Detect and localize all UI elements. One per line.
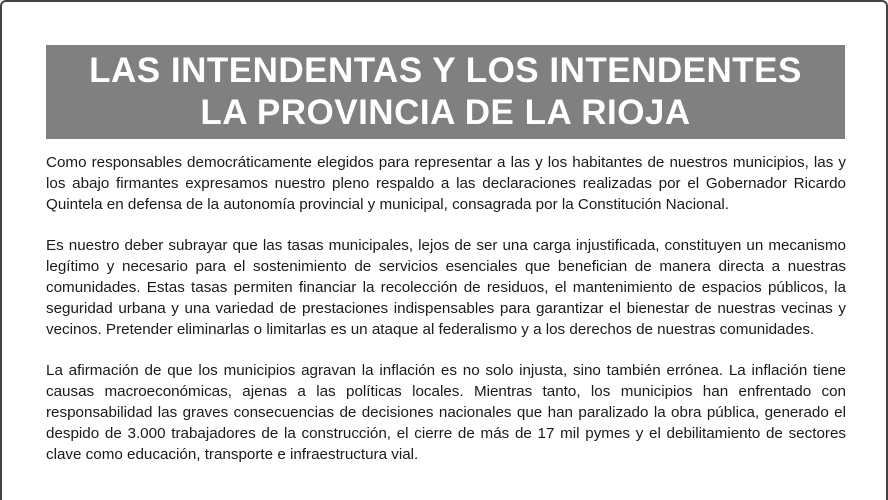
title-line-2: LA PROVINCIA DE LA RIOJA <box>200 93 691 132</box>
body-text <box>46 152 846 485</box>
paragraph-3: La afirmación de que los municipios agravan la inflación es no solo injusta, sino también errónea. La inflación tiene causas macroeconómicas, ajenas a las políticas locales. Mientras tanto, los municipios han enfrentado con responsabilidad las graves consecuencias de decisiones nacionales que han paralizado la obra pública, generado el despido de 3.000 trabajadores de la construcción, el cierre de más de 17 mil pymes y el debilitamiento de sectores clave como educación, transporte e infraestructura vial. <box>46 362 846 463</box>
paragraph-2: Es nuestro deber subrayar que las tasas municipales, lejos de ser una carga injustificada, constituyen un mecanismo legítimo y necesario para el sostenimiento de servicios esenciales que benefician de manera directa a nuestras comunidades. Estas tasas permiten financiar la recolección de residuos, el mantenimiento de espacios públicos, la seguridad urbana y una variedad de prestaciones indispensables para garantizar el bienestar de nuestras vecinas y vecinos. Pretender eliminarlas o limitarlas es un ataque al federalismo y a los derechos de nuestras comunidades. <box>46 237 846 338</box>
title-banner <box>46 45 845 139</box>
paragraph-1: Como responsables democráticamente elegidos para representar a las y los habitantes de nuestros municipios, las y los abajo firmantes expresamos nuestro pleno respaldo a las declaraciones realizadas por el Gobernador Ricardo Quintela en defensa de la autonomía provincial y municipal, consagrada por la Constitución Nacional. <box>46 154 846 213</box>
title-line-1: LAS INTENDENTAS Y LOS INTENDENTES <box>89 51 802 90</box>
